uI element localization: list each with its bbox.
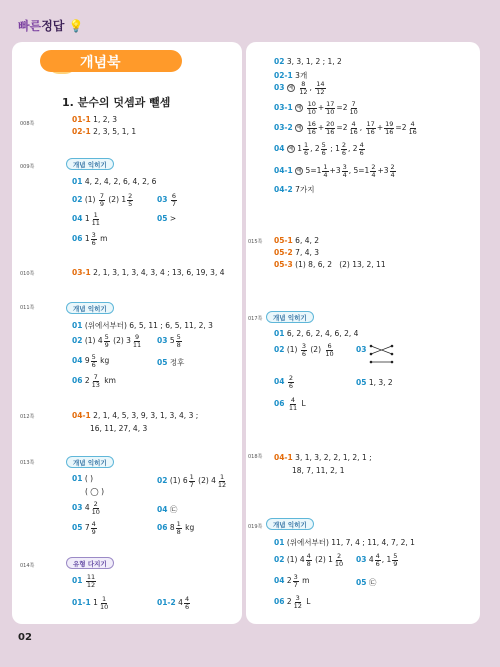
section-title: 1. 분수의 덧셈과 뺄셈 <box>62 96 171 109</box>
answer-row: 02 (1) 4 $\frac{4}{8}$ (2) 1 $\frac{2}{10}$ <box>274 552 344 568</box>
answer-row: 06 $\frac{4}{11}$ L <box>274 396 306 412</box>
answer-row: 04 1 $\frac{1}{11}$ <box>72 211 100 227</box>
answer-row: 01-1 1 $\frac{1}{10}$ <box>72 595 109 611</box>
answer-row: 06 1 $\frac{3}{6}$ m <box>72 231 108 247</box>
answer-row: 04-1 예 5=1 $\frac{1}{4}$ +3 $\frac{3}{4}$ , 5=1 $\frac{2}{4}$ +3 $\frac{2}{4}$ <box>274 163 395 179</box>
answer-row: 01 6, 2, 6, 2, 4, 6, 2, 4 <box>274 329 359 338</box>
answer-row-cont: 16, 11, 27, 4, 3 <box>90 424 148 433</box>
answer-row: 01 4, 2, 4, 2, 6, 4, 2, 6 <box>72 177 157 186</box>
answer-row: 01 (위에서부터) 11, 7, 4 ; 11, 4, 7, 2, 1 <box>274 538 415 547</box>
answer-row: 03 4 $\frac{4}{6}$ , 1 $\frac{5}{9}$ <box>356 552 398 568</box>
brand-logo <box>18 17 84 34</box>
page-marker: 019쪽 <box>248 524 263 530</box>
answer-row: 05-1 6, 4, 2 <box>274 236 320 245</box>
answer-row: 01 (위에서부터) 6, 5, 11 ; 6, 5, 11, 2, 3 <box>72 321 213 330</box>
answer-row: 02-1 2, 3, 5, 1, 1 <box>72 127 137 136</box>
answer-row: 05 ㉢ <box>356 578 377 587</box>
answer-row: 02-1 3개 <box>274 71 308 80</box>
bulb-icon: 💡 <box>64 19 84 33</box>
answer-row: 03 4 $\frac{2}{10}$ <box>72 500 100 516</box>
answer-row: 01 ( ) <box>72 474 94 483</box>
answer-row: 03 <box>356 345 367 354</box>
answer-row: 04-1 3, 1, 3, 2, 2, 1, 2, 1 ; <box>274 453 372 462</box>
page-marker: 017쪽 <box>248 316 263 322</box>
answer-row: 05 7 $\frac{4}{9}$ <box>72 520 96 536</box>
answer-row: 03 $\frac{6}{7}$ <box>157 192 176 208</box>
section-banner <box>40 50 182 72</box>
page-marker: 015쪽 <box>248 239 263 245</box>
page-marker: 008쪽 <box>20 121 35 127</box>
answer-row-cont: ( ◯ ) <box>85 487 105 496</box>
page-marker: 009쪽 <box>20 164 35 170</box>
answer-row: 03 예 $\frac{8}{12}$ , $\frac{14}{12}$ <box>274 80 325 96</box>
answer-row: 05-2 7, 4, 3 <box>274 248 320 257</box>
brand-text-b: 정답 <box>41 19 65 33</box>
check-pill: 개념 익히기 <box>266 518 314 530</box>
answer-row: 04 $\frac{2}{6}$ <box>274 374 293 390</box>
check-pill: 개념 익히기 <box>266 311 314 323</box>
answer-row: 04 2 $\frac{3}{7}$ m <box>274 573 310 589</box>
page-marker: 010쪽 <box>20 271 35 277</box>
answer-row: 02 3, 3, 1, 2 ; 1, 2 <box>274 57 342 66</box>
page-marker: 012쪽 <box>20 414 35 420</box>
answer-row: 05-3 (1) 8, 6, 2 (2) 13, 2, 11 <box>274 260 386 269</box>
answer-row: 02 (1) $\frac{7}{9}$ (2) 1 $\frac{2}{5}$ <box>72 192 133 208</box>
answer-row: 01-2 4 $\frac{4}{6}$ <box>157 595 190 611</box>
page-marker: 013쪽 <box>20 460 35 466</box>
answer-row: 04 예 1 $\frac{1}{6}$ , 2 $\frac{5}{6}$ ; 1 $\frac{2}{6}$ , 2 $\frac{4}{6}$ <box>274 141 364 157</box>
answer-row: 04 9 $\frac{5}{6}$ kg <box>72 353 110 369</box>
answer-row: 05 1, 3, 2 <box>356 378 393 387</box>
answer-row: 04-1 2, 1, 4, 5, 3, 9, 3, 1, 3, 4, 3 ; <box>72 411 199 420</box>
answer-row: 02 (1) 6 $\frac{1}{7}$ (2) 4 $\frac{1}{12}$ <box>157 473 227 489</box>
answer-row: 06 8 $\frac{1}{8}$ kg <box>157 520 195 536</box>
answer-row: 01-1 1, 2, 3 <box>72 115 118 124</box>
check-pill: 개념 익히기 <box>66 456 114 468</box>
check-pill: 개념 익히기 <box>66 302 114 314</box>
answer-row: 06 2 $\frac{7}{13}$ km <box>72 373 116 389</box>
answer-row: 01 $\frac{11}{12}$ <box>72 573 96 589</box>
type-pill: 유형 다지기 <box>66 557 114 569</box>
answer-row: 03-2 예 $\frac{16}{16}$ + $\frac{20}{16}$ =2 $\frac{4}{16}$ , $\frac{17}{16}$ + $\frac{19}{16}$ =2 $\frac{4}{16}$ <box>274 120 417 136</box>
brand-text-a: 빠른 <box>18 19 42 33</box>
page-number: 02 <box>18 632 32 643</box>
answer-row: 03 5 $\frac{5}{8}$ <box>157 333 181 349</box>
page-marker: 011쪽 <box>20 305 35 311</box>
answer-row: 03-1 2, 1, 3, 1, 3, 4, 3, 4 ; 13, 6, 19, 3, 4 <box>72 268 225 277</box>
answer-row: 06 2 $\frac{3}{12}$ L <box>274 594 311 610</box>
page-marker: 014쪽 <box>20 563 35 569</box>
check-pill: 개념 익히기 <box>66 158 114 170</box>
answer-row: 02 (1) 4 $\frac{5}{9}$ (2) 3 $\frac{9}{11}$ <box>72 333 142 349</box>
banner-title: 개념북 <box>80 55 121 71</box>
answer-row-cont: 18, 7, 11, 2, 1 <box>292 466 345 475</box>
answer-row: 05 정후 <box>157 358 185 367</box>
answer-row: 04 ㉢ <box>157 505 178 514</box>
answer-row: 05 > <box>157 214 177 223</box>
answer-row: 02 (1) $\frac{3}{6}$ (2) $\frac{6}{10}$ <box>274 342 334 358</box>
answer-row: 04-2 7가지 <box>274 185 315 194</box>
matching-lines <box>368 343 398 365</box>
answer-row: 03-1 예 $\frac{10}{10}$ + $\frac{17}{10}$ =2 $\frac{7}{10}$ <box>274 100 358 116</box>
page-marker: 018쪽 <box>248 454 263 460</box>
